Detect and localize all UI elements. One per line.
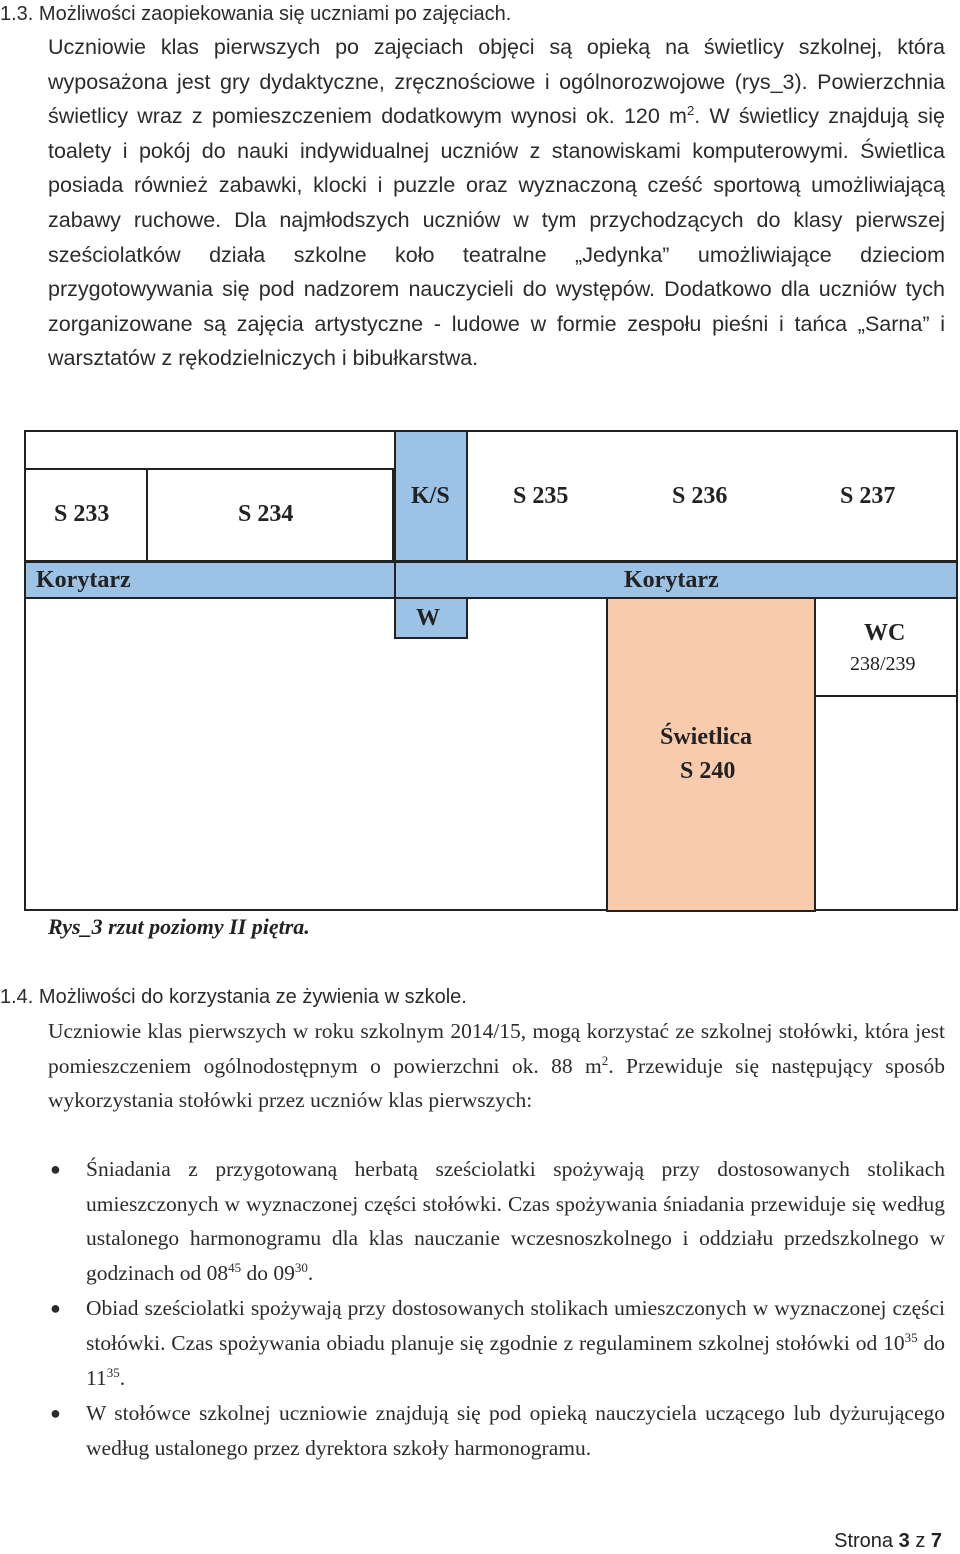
bullet-icon: ● xyxy=(50,1159,61,1179)
page-footer xyxy=(834,1530,942,1553)
superscript: 2 xyxy=(601,1052,609,1068)
label-w: W xyxy=(416,605,440,631)
footer-total: 7 xyxy=(930,1530,942,1552)
bullet-text-mid: do 09 xyxy=(241,1260,295,1285)
footer-label: Strona xyxy=(834,1530,894,1552)
figure-caption: Rys_3 rzut poziomy II piętra. xyxy=(48,914,310,939)
label-s235: S 235 xyxy=(513,483,569,509)
bullet-list xyxy=(0,1152,945,1466)
floor-plan xyxy=(22,428,958,911)
section-paragraph-1-4 xyxy=(48,1014,945,1118)
label-ks: K/S xyxy=(411,483,450,509)
superscript: 35 xyxy=(106,1364,120,1380)
bullet-text: Śniadania z przygotowaną herbatą sześciolatki spożywają przy dostosowanych stolikach umieszczonych w wyznaczonej części stołówki. Czas spożywania śniadania przewiduje się według ustalonego harmonogramu dla klas nauczanie wczesnoszkolnego i oddziału przedszkolnego w godzinach od 08 xyxy=(86,1157,945,1285)
room-wc xyxy=(814,597,958,697)
superscript: 45 xyxy=(228,1259,242,1275)
footer-of: z xyxy=(915,1530,926,1552)
bullet-text-end: . xyxy=(119,1365,126,1390)
label-s236: S 236 xyxy=(672,483,728,509)
list-item xyxy=(0,1152,945,1290)
label-korytarz-right: Korytarz xyxy=(624,567,719,593)
label-wc: WC xyxy=(864,620,906,646)
label-wc-number: 238/239 xyxy=(850,653,916,675)
section-paragraph-1-3 xyxy=(48,30,945,376)
list-item xyxy=(0,1396,945,1465)
label-s237: S 237 xyxy=(840,483,896,509)
section-heading-1-4: 1.4. Możliwości do korzystania ze żywienia w szkole. xyxy=(0,986,467,1008)
superscript: 2 xyxy=(686,103,695,119)
bullet-icon: ● xyxy=(50,1403,61,1424)
paragraph-text-tail: . W świetlicy znajdują się toalety i pokój do nauki indywidualnej uczniów z stanowiskami komputerowymi. Świetlica posiada również zabawki, klocki i puzzle oraz wyznaczoną cześć sportową umożliwiającą zabawy ruchowe. Dla najmłodszych uczniów w tym przychodzących do klasy pierwszej sześciolatków działa szkolne koło teatralne „Jedynka” umożliwiające dzieciom przygotowywania się pod nadzorem nauczycieli do występów. Dodatkowo dla uczniów tych zorganizowane są zajęcia artystyczne - ludowe w formie zespołu pieśni i tańca „Sarna” i warsztatów z rękodzielniczych i bibułkarstwa. xyxy=(48,104,945,371)
superscript: 30 xyxy=(294,1259,308,1275)
bullet-text-end: . xyxy=(307,1260,314,1285)
bullet-icon: ● xyxy=(50,1298,61,1319)
superscript: 35 xyxy=(904,1329,918,1345)
list-item xyxy=(0,1291,945,1395)
label-swietlica: Świetlica xyxy=(660,724,752,750)
footer-page: 3 xyxy=(898,1530,910,1552)
bullet-text: Obiad sześciolatki spożywają przy dostosowanych stolikach umieszczonych w wyznaczonej części stołówki. Czas spożywania obiadu planuje się zgodnie z regulaminem szkolnej stołówki od 10 xyxy=(86,1296,945,1355)
bullet-text: W stołówce szkolnej uczniowie znajdują się pod opieką nauczyciela uczącego lub dyżurującego według ustalonego przez dyrektora szkoły harmonogramu. xyxy=(86,1401,945,1460)
label-korytarz-left: Korytarz xyxy=(36,567,131,593)
section-heading-1-3: 1.3. Możliwości zaopiekowania się uczniami po zajęciach. xyxy=(0,3,512,25)
room-swietlica xyxy=(606,597,816,912)
label-s233: S 233 xyxy=(54,501,110,527)
paragraph-text-tail: . Przewiduje się następujący sposób wykorzystania stołówki przez uczniów klas pierwszych: xyxy=(48,1053,945,1113)
paragraph-text: Uczniowie klas pierwszych w roku szkolnym 2014/15, mogą korzystać ze szkolnej stołówki, która jest pomieszczeniem ogólnodostępnym o powierzchni ok. 88 m xyxy=(48,1019,945,1078)
label-s234: S 234 xyxy=(238,501,294,527)
bullet-text-mid: do 11 xyxy=(86,1330,945,1390)
label-swietlica-number: S 240 xyxy=(680,758,736,784)
paragraph-text: Uczniowie klas pierwszych po zajęciach objęci są opieką na świetlicy szkolnej, która wyposażona jest gry dydaktyczne, zręcznościowe i ogólnorozwojowe (rys_3). Powierzchnia świetlicy wraz z pomieszczeniem dodatkowym wynosi ok. 120 m xyxy=(48,35,945,129)
